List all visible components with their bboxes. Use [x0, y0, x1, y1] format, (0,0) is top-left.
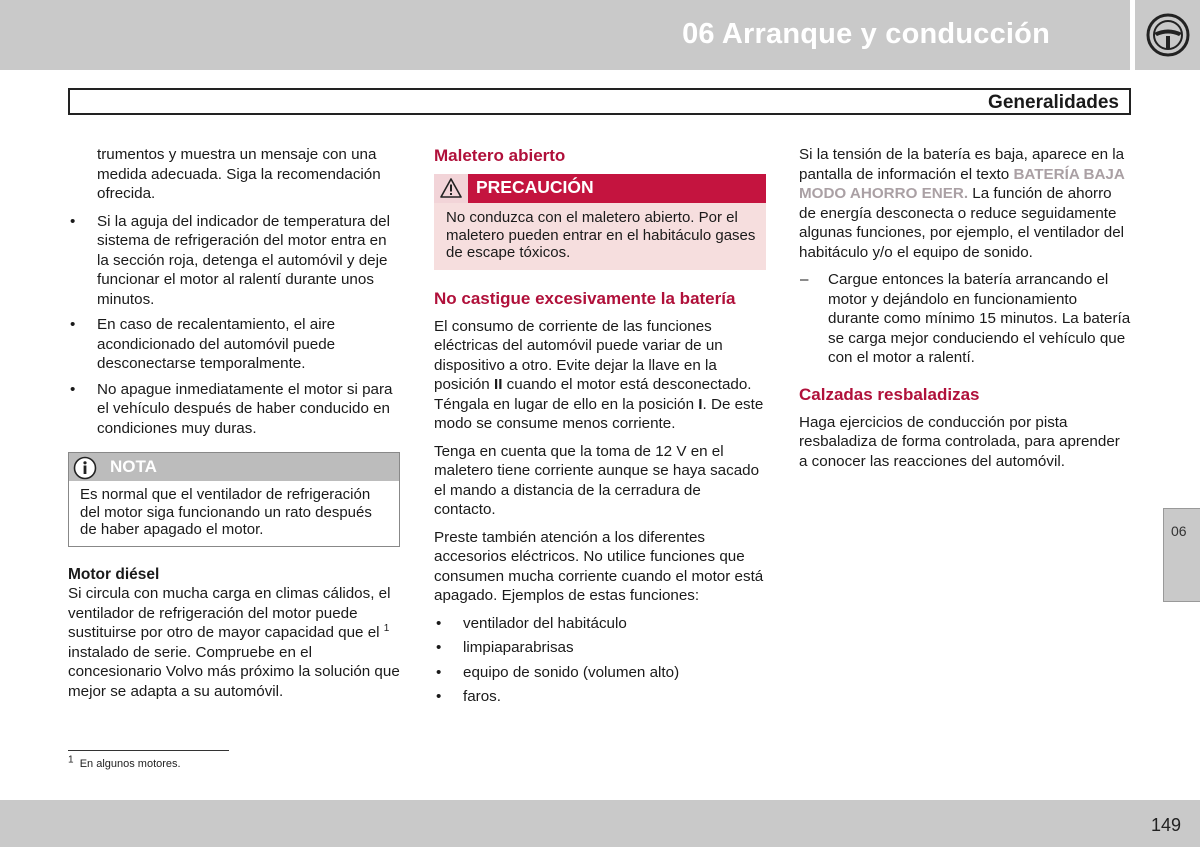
list-item: • ventilador del habitáculo [436, 614, 627, 632]
list-item-text: No apague inmediatamente el motor si para el vehículo después de haber conducido en condiciones muy duras. [97, 380, 393, 437]
column-2 [434, 145, 766, 717]
footnote-ref: 1 [383, 622, 390, 634]
warning-triangle-icon [440, 178, 462, 198]
list-item: • equipo de sonido (volumen alto) [436, 663, 680, 681]
section-header-box [68, 88, 1131, 115]
diesel-paragraph [68, 584, 400, 701]
list-item-text: faros. [463, 688, 501, 705]
list-item: • No apague inmediatamente el motor si para el vehículo después de haber conducido en condiciones muy duras. [70, 380, 393, 437]
battery-paragraph-1 [434, 317, 766, 434]
examples-list [434, 614, 766, 707]
list-item: • En caso de recalentamiento, el aire acondicionado del automóvil puede desconectarse temporalmente. [70, 316, 336, 372]
paragraph-text: . De este modo se consume menos corriente. [434, 395, 764, 432]
column-3 [799, 145, 1132, 479]
diesel-text: instalado de serie. Compruebe en el concesionario Volvo más próximo la solución que mejor se adapta a su automóvil. [68, 643, 400, 700]
page-number: 149 [1150, 815, 1181, 835]
battery-paragraph-2: Tenga en cuenta que la toma de 12 V en el maletero tiene corriente aunque se haya sacado el mando a distancia de la cerradura de contacto. [434, 442, 760, 518]
list-item: – Cargue entonces la batería arrancando el motor y dejándolo en funcionamiento durante como mínimo 15 minutos. La batería se carga mejor conduciendo el vehículo que con el motor a ralentí. [800, 271, 1131, 366]
trunk-heading: Maletero abierto [434, 146, 566, 165]
list-item-text: En caso de recalentamiento, el aire acondicionado del automóvil puede desconectarse temporalmente. [97, 316, 336, 372]
key-position: II [493, 376, 503, 393]
bullet-list [68, 212, 400, 439]
list-item-text: Si la aguja del indicador de temperatura del sistema de refrigeración del motor entra en la sección roja, detenga el automóvil y deje funcionar el motor al ralentí durante unos minutos. [97, 212, 390, 308]
note-text: Es normal que el ventilador de refrigeración del motor siga funcionando un rato después de haber apagado el motor. [80, 486, 372, 538]
slippery-heading: Calzadas resbaladizas [799, 384, 980, 404]
paragraph-text: El consumo de corriente de las funciones eléctricas del automóvil puede variar de un dispositivo a otro. Evite dejar la llave en la posición [434, 317, 723, 393]
chapter-icon-box [1132, 0, 1200, 70]
diesel-text: Si circula con mucha carga en climas cálidos, el ventilador de refrigeración del motor puede sustituirse por otro de mayor capacidad que el [68, 585, 391, 641]
key-position: I [698, 395, 703, 413]
header-band [0, 0, 1130, 70]
list-item: • limpiaparabrisas [436, 639, 574, 656]
dash-list [799, 270, 1132, 368]
note-label: NOTA [110, 457, 157, 476]
steering-wheel-icon [1145, 12, 1191, 58]
footer-band [0, 800, 1200, 847]
caution-box [434, 174, 766, 270]
caution-text: No conduzca con el maletero abierto. Por el maletero pueden entrar en el habitáculo gases de escape tóxicos. [446, 209, 756, 261]
caution-icon-box [434, 174, 468, 203]
footnote [68, 754, 181, 770]
low-battery-paragraph [799, 145, 1132, 262]
column-1 [68, 145, 400, 709]
paragraph-text: La función de ahorro de energía desconecta o reduce seguidamente algunas funciones, por ejemplo, el ventilador del habitáculo y/o el equipo de sonido. [799, 185, 1125, 261]
list-item: • Si la aguja del indicador de temperatura del sistema de refrigeración del motor entra en la sección roja, detenga el automóvil y deje funcionar el motor al ralentí durante unos minutos. [70, 212, 390, 308]
caution-header [434, 174, 766, 203]
footnote-text: En algunos motores. [79, 758, 181, 770]
battery-heading: No castigue excesivamente la batería [434, 288, 736, 308]
chapter-side-tab [1163, 508, 1200, 602]
info-icon [73, 456, 97, 480]
list-item-text: limpiaparabrisas [463, 639, 574, 656]
diesel-heading: Motor diésel [68, 565, 160, 583]
chapter-title: 06 Arranque y conducción [682, 18, 1050, 50]
paragraph-text: cuando el motor está desconectado. Téngala en lugar de ello en la posición [434, 376, 752, 413]
list-item-text: Cargue entonces la batería arrancando el motor y dejándolo en funcionamiento durante como mínimo 15 minutos. La batería se carga mejor conduciendo el vehículo que con el motor a ralentí. [828, 271, 1131, 366]
battery-paragraph-3: Preste también atención a los diferentes accesorios eléctricos. No utilice funciones que consumen mucha corriente cuando el motor está apagado. Ejemplos de estas funciones: [434, 528, 764, 604]
continued-text: trumentos y muestra un mensaje con una medida adecuada. Siga la recomendación ofrecida. [97, 146, 381, 202]
section-label: Generalidades [988, 92, 1119, 113]
footnote-rule [68, 750, 229, 751]
slippery-paragraph: Haga ejercicios de conducción por pista resbaladiza de forma controlada, para aprender a conocer las reacciones del automóvil. [799, 413, 1120, 470]
footnote-number: 1 [68, 754, 74, 766]
list-item-text: ventilador del habitáculo [463, 614, 627, 632]
paragraph-text: Si la tensión de la batería es baja, aparece en la pantalla de información el texto [799, 146, 1125, 183]
list-item: • faros. [436, 688, 501, 705]
display-message: BATERÍA BAJA MODO AHORRO ENER. [799, 165, 1125, 202]
caution-label: PRECAUCIÓN [476, 177, 594, 197]
note-box [68, 452, 400, 547]
note-header [69, 453, 399, 481]
side-tab-label: 06 [1171, 523, 1187, 539]
list-item-text: equipo de sonido (volumen alto) [463, 663, 680, 681]
